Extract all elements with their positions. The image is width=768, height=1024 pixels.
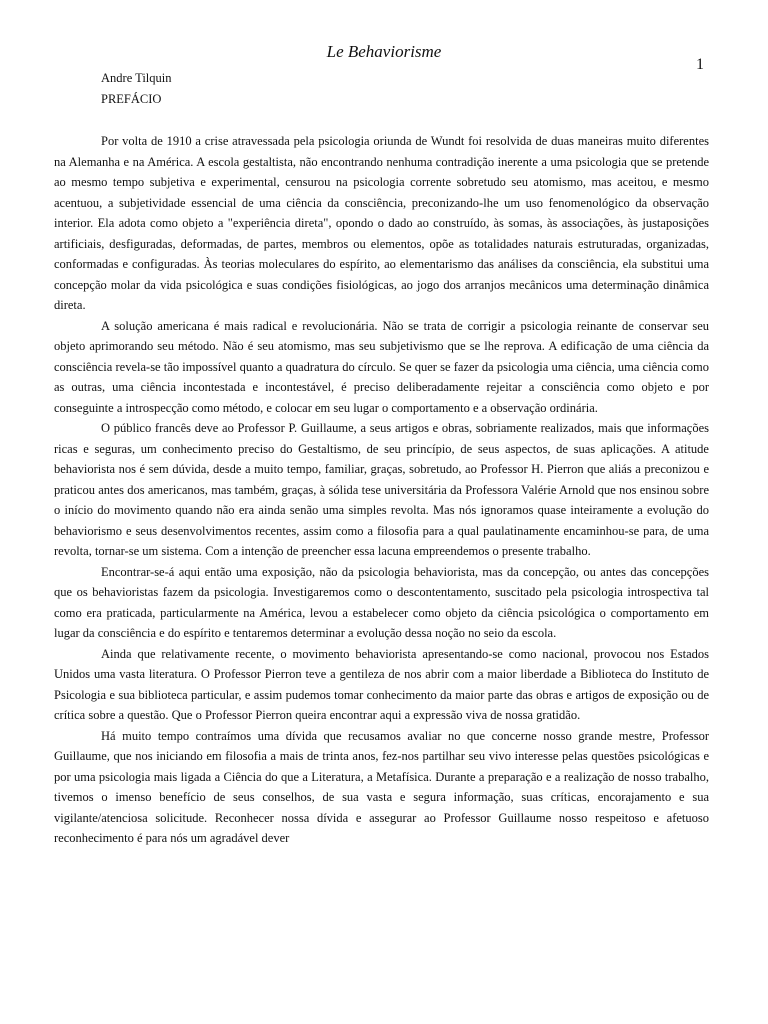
- paragraph: O público francês deve ao Professor P. Guillaume, a seus artigos e obras, sobriamente realizados, mais que informações ricas e seguras, um conhecimento preciso do Gestaltismo, de seu princípio, de seus aspectos, de suas aplicações. A atitude behaviorista nos é sem dúvida, desde a muito tempo, familiar, graças, sobretudo, ao Professor H. Pierron que aliás a preconizou e praticou antes dos americanos, mas também, graças, à sólida tese universitária da Professora Valérie Arnold que nos ensinou sobre o início do movimento quando não era ainda senão uma simples revolta. Mas nós ignoramos quase inteiramente a evolução do behaviorismo e seus desenvolvimentos recentes, assim como a filosofia para a qual paulatinamente encaminhou-se para, de uma revolta, tornar-se um sistema. Com a intenção de preencher essa lacuna empreendemos o presente trabalho.: [54, 421, 709, 558]
- section-title: PREFÁCIO: [101, 92, 162, 106]
- author-name: Andre Tilquin: [101, 71, 172, 85]
- body-text: [54, 131, 709, 849]
- page-number: 1: [696, 56, 704, 73]
- paragraph: Por volta de 1910 a crise atravessada pela psicologia oriunda de Wundt foi resolvida de duas maneiras muito diferentes na Alemanha e na América. A escola gestaltista, não encontrando nenhuma contradição inerente a uma psicologia que se pretende ao mesmo tempo subjetiva e experimental, censurou na psicologia corrente sobretudo seu atomismo, mas aceitou, e mesmo acentuou, a subjetividade essencial de uma ciência da consciência, preconizando-lhe um uso fenomenológico da observação interior. Ela adota como objeto a "experiência direta", opondo o dado ao construído, às somas, às associações, às justaposições artificiais, desfiguradas, deformadas, de partes, membros ou elementos, opõe as totalidades naturais estruturadas, organizadas, conformadas e configuradas. Às teorias moleculares do espírito, ao elementarismo das análises da consciência, ela substitui uma concepção molar da vida psicológica e suas condições fisiológicas, ao jogo dos arranjos mecânicos uma determinação dinâmica direta.: [54, 134, 709, 312]
- document-title: Le Behaviorisme: [326, 42, 442, 61]
- paragraph: Ainda que relativamente recente, o movimento behaviorista apresentando-se como nacional, provocou nos Estados Unidos uma vasta literatura. O Professor Pierron teve a gentileza de nos abrir com a maior liberdade a Biblioteca do Instituto de Psicologia e sua biblioteca particular, e assim pudemos tomar conhecimento da maior parte das obras e artigos de exposição ou de crítica sobre a questão. Que o Professor Pierron queira encontrar aqui a expressão viva de nossa gratidão.: [54, 646, 709, 722]
- paragraph: A solução americana é mais radical e revolucionária. Não se trata de corrigir a psicologia reinante de conservar seu objeto aprimorando seu método. Não é seu atomismo, mas seu subjetivismo que se lhe reprova. A edificação de uma ciência da consciência revela-se tão impossível quanto a quadratura do círculo. Se quer se fazer da psicologia uma ciência, uma ciência como as outras, uma ciência incontestada e incontestável, é preciso deliberadamente rejeitar a consciência como objeto e por conseguinte a introspecção como método, e colocar em seu lugar o comportamento e a observação ordinária.: [54, 318, 709, 415]
- paragraph: Encontrar-se-á aqui então uma exposição, não da psicologia behaviorista, mas da concepção, ou antes das concepções que os behavioristas fazem da psicologia. Investigaremos como o descontentamento, suscitado pela psicologia introspectiva tal como era praticada, particularmente na América, levou a estabelecer como objeto da ciência psicológica o comportamento em lugar da consciência e do espírito e tentaremos determinar a evolução dessa noção no seio da escola.: [54, 564, 709, 640]
- paragraph: Há muito tempo contraímos uma dívida que recusamos avaliar no que concerne nosso grande mestre, Professor Guillaume, que nos iniciando em filosofia a mais de trinta anos, fez-nos partilhar seu vivo interesse pelas questões psicológicas e por uma psicologia mais ligada a Ciência do que a Literatura, a Metafísica. Durante a preparação e a realização de nosso trabalho, tivemos o imenso benefício de seus conselhos, de sua vasta e segura informação, suas críticas, encorajamento e sua vigilante/atenciosa solicitude. Reconhecer nossa dívida e assegurar ao Professor Guillaume nosso respeitoso e afetuoso reconhecimento é para nós um agradável dever: [54, 728, 709, 845]
